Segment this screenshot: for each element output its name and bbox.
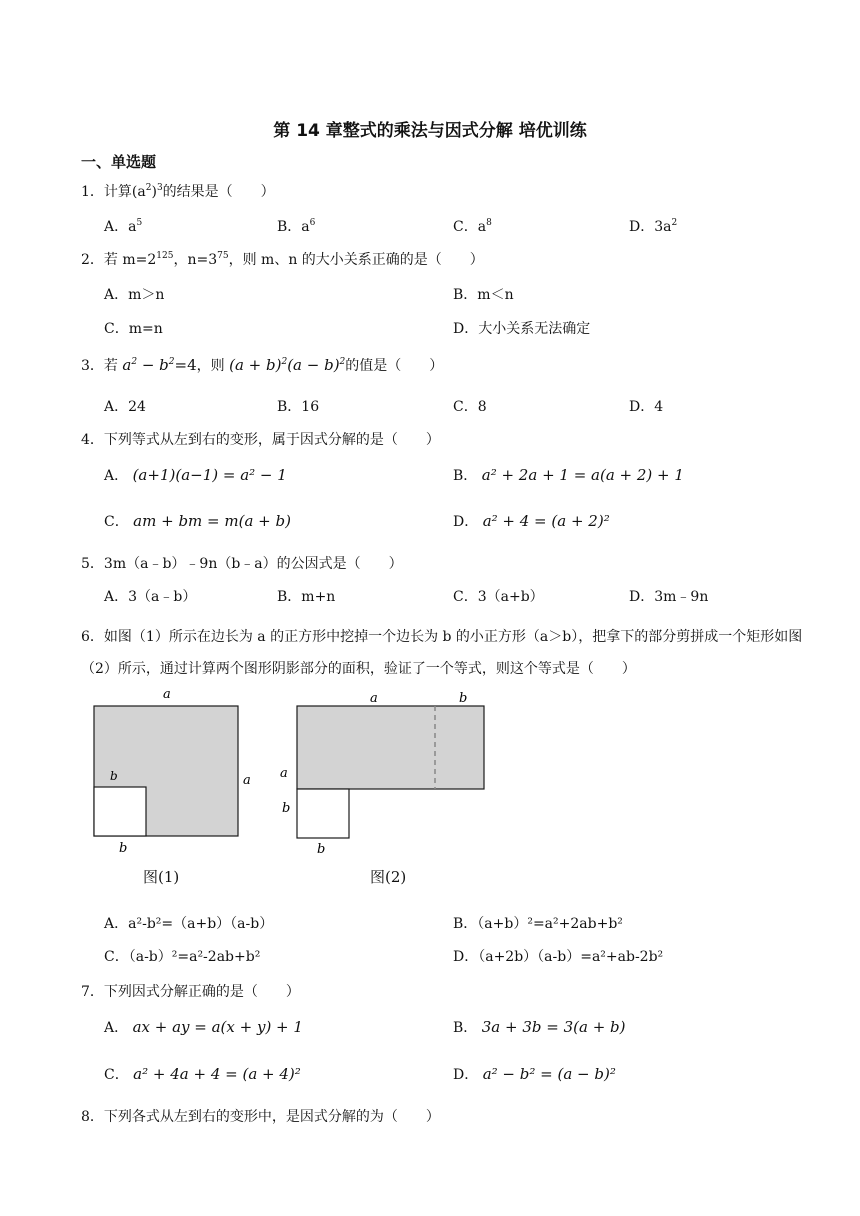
question-text: 若 m=2: [103, 252, 157, 268]
option-b[interactable]: [453, 284, 514, 304]
question-number: 3．: [81, 358, 104, 374]
question-text: ，则 m、n 的大小关系正确的是（ ）: [228, 252, 484, 268]
option-text: a² + 2a + 1 = a(a + 2) + 1: [481, 466, 684, 484]
label-b-bottom: b: [317, 842, 326, 857]
exponent: 2: [168, 357, 175, 367]
option-c[interactable]: [104, 1064, 301, 1084]
option-text: m+n: [301, 589, 336, 605]
option-b[interactable]: [277, 216, 315, 236]
option-text: a: [128, 219, 137, 235]
option-text: 16: [301, 399, 320, 415]
question-number: 6．: [81, 629, 104, 645]
exponent: 75: [217, 251, 229, 261]
option-label: A．: [104, 589, 129, 605]
question-number: 4．: [81, 432, 104, 448]
question-number: 1．: [81, 184, 104, 200]
option-label: C．: [104, 1067, 129, 1083]
option-label: B．: [277, 399, 302, 415]
figure-1-caption: 图(1): [143, 868, 180, 886]
option-label: C．: [104, 514, 129, 530]
option-label: D．: [629, 589, 655, 605]
option-text: (a+1)(a−1) = a² − 1: [132, 466, 287, 484]
question-6: [81, 621, 816, 685]
option-d[interactable]: [453, 1064, 616, 1084]
question-5: [81, 553, 403, 573]
option-text: am + bm = m(a + b): [133, 512, 291, 530]
option-d[interactable]: [629, 216, 677, 236]
option-d[interactable]: [453, 511, 610, 531]
question-number: 7．: [81, 984, 104, 1000]
question-2: [81, 249, 484, 269]
question-1: [81, 181, 275, 201]
label-b-top: b: [459, 691, 468, 706]
option-text: m=n: [128, 321, 163, 337]
shaded-rectangle: [297, 706, 484, 789]
question-7: [81, 981, 300, 1001]
option-label: C．: [104, 321, 129, 337]
option-a[interactable]: [104, 216, 142, 236]
option-text: 8: [477, 399, 487, 415]
exponent: 5: [136, 218, 143, 228]
exponent: 8: [486, 218, 492, 228]
question-number: 5．: [81, 556, 104, 572]
option-text: a² + 4 = (a + 2)²: [482, 512, 610, 530]
question-text: 如图（1）所示在边长为 a 的正方形中挖掉一个边长为 b 的小正方形（a＞b），把拿下的部分剪拼成一个矩形如图（2）所示，通过计算两个图形阴影部分的面积，验证了一个等式，则这个等式是（ ）: [81, 629, 803, 677]
section-heading: 一、单选题: [81, 153, 157, 171]
question-text: 下列等式从左到右的变形，属于因式分解的是（ ）: [103, 432, 440, 448]
exponent: 2: [671, 218, 678, 228]
exponent: 2: [339, 357, 346, 367]
question-text: 3m（a﹣b）﹣9n（b﹣a）的公因式是（ ）: [103, 556, 403, 572]
math-term: a: [122, 356, 132, 374]
question-text: ): [151, 184, 157, 200]
label-a-left: a: [280, 766, 288, 781]
option-label: C．: [453, 589, 478, 605]
option-text: 3（a+b）: [477, 589, 544, 605]
option-a[interactable]: [104, 465, 287, 485]
option-label: A．: [104, 1020, 129, 1036]
option-text: 4: [654, 399, 664, 415]
option-label: A．: [104, 219, 129, 235]
question-text: 的值是（ ）: [345, 358, 444, 374]
question-text: 下列各式从左到右的变形中，是因式分解的为（ ）: [103, 1109, 440, 1125]
figure-2: [276, 688, 496, 864]
option-label: B．: [453, 1020, 478, 1036]
option-label: C．: [453, 219, 478, 235]
option-text: （a+b）²=a²+2ab+b²: [477, 916, 623, 932]
math-expression: [229, 356, 345, 374]
option-label: A．: [104, 287, 129, 303]
inner-square: [94, 787, 146, 836]
small-square: [297, 789, 349, 838]
question-4: [81, 429, 440, 449]
exponent: 3: [156, 183, 163, 193]
option-text: m＜n: [477, 287, 514, 303]
option-a[interactable]: [104, 586, 196, 606]
option-a[interactable]: [104, 284, 164, 304]
option-label: D．: [453, 1067, 479, 1083]
option-text: m＞n: [128, 287, 165, 303]
option-c[interactable]: [104, 946, 260, 966]
option-label: B．: [277, 219, 302, 235]
question-3: [81, 355, 443, 375]
question-text: 若: [103, 358, 118, 374]
math-expression: [122, 356, 196, 374]
exponent: 2: [281, 357, 288, 367]
option-text: （a-b）²=a²-2ab+b²: [128, 949, 261, 965]
exponent: 2: [131, 357, 138, 367]
option-label: A．: [104, 468, 129, 484]
label-b-bottom: b: [119, 841, 128, 856]
option-text: a²-b²=（a+b）（a-b）: [128, 916, 274, 932]
option-text: a² − b² = (a − b)²: [482, 1065, 616, 1083]
option-a[interactable]: [104, 913, 273, 933]
question-text: 的结果是（ ）: [162, 184, 275, 200]
option-b[interactable]: [453, 913, 623, 933]
label-b-inner: b: [110, 769, 118, 783]
option-label: C．: [453, 399, 478, 415]
question-text: 下列因式分解正确的是（ ）: [103, 984, 300, 1000]
option-text: 3a: [654, 219, 672, 235]
option-c[interactable]: [453, 586, 544, 606]
option-text: 3（a﹣b）: [128, 589, 197, 605]
math-term: (a + b): [229, 356, 282, 374]
option-c[interactable]: [104, 511, 291, 531]
option-label: B．: [453, 916, 478, 932]
option-d[interactable]: [629, 586, 708, 606]
option-label: D．: [453, 949, 479, 965]
math-term: − b: [137, 356, 169, 374]
option-label: D．: [629, 219, 655, 235]
figure-1: [84, 684, 264, 890]
option-c[interactable]: [104, 318, 163, 338]
option-label: D．: [453, 514, 479, 530]
option-label: B．: [453, 468, 478, 484]
option-b[interactable]: [453, 1017, 626, 1037]
label-b-left: b: [282, 801, 291, 816]
option-text: a: [477, 219, 487, 235]
option-label: D．: [453, 321, 479, 337]
figure-2-caption: 图(2): [370, 868, 407, 886]
exponent: 125: [156, 251, 174, 261]
label-a-top: a: [370, 691, 378, 706]
exponent: 2: [145, 183, 152, 193]
question-text: ，n=3: [173, 252, 218, 268]
option-b[interactable]: [277, 586, 335, 606]
question-number: 2．: [81, 252, 104, 268]
option-d[interactable]: [453, 318, 590, 338]
math-term: (a − b): [287, 356, 340, 374]
page-title: 第 14 章整式的乘法与因式分解 培优训练: [273, 121, 587, 141]
option-text: 3a + 3b = 3(a + b): [481, 1018, 626, 1036]
option-label: C．: [104, 949, 129, 965]
option-a[interactable]: [104, 396, 146, 416]
question-number: 8．: [81, 1109, 104, 1125]
label-a-right: a: [243, 773, 251, 788]
option-a[interactable]: [104, 1017, 303, 1037]
option-text: 大小关系无法确定: [478, 321, 591, 337]
option-label: D．: [629, 399, 655, 415]
option-b[interactable]: [453, 465, 684, 485]
option-d[interactable]: [629, 396, 663, 416]
option-text: ax + ay = a(x + y) + 1: [132, 1018, 303, 1036]
exponent: 6: [309, 218, 316, 228]
option-text: （a+2b）（a-b）=a²+ab-2b²: [478, 949, 664, 965]
option-label: B．: [453, 287, 478, 303]
question-text: ，则: [196, 358, 225, 374]
option-label: A．: [104, 916, 129, 932]
label-a-top: a: [163, 687, 171, 702]
math-term: =4: [174, 356, 197, 374]
option-d[interactable]: [453, 946, 663, 966]
option-c[interactable]: [453, 396, 487, 416]
option-text: 3m﹣9n: [654, 589, 709, 605]
question-text: 计算(a: [103, 184, 146, 200]
option-label: B．: [277, 589, 302, 605]
option-text: 24: [128, 399, 146, 415]
option-c[interactable]: [453, 216, 492, 236]
question-8: [81, 1106, 440, 1126]
option-text: a: [301, 219, 310, 235]
option-label: A．: [104, 399, 129, 415]
option-text: a² + 4a + 4 = (a + 4)²: [133, 1065, 301, 1083]
option-b[interactable]: [277, 396, 319, 416]
